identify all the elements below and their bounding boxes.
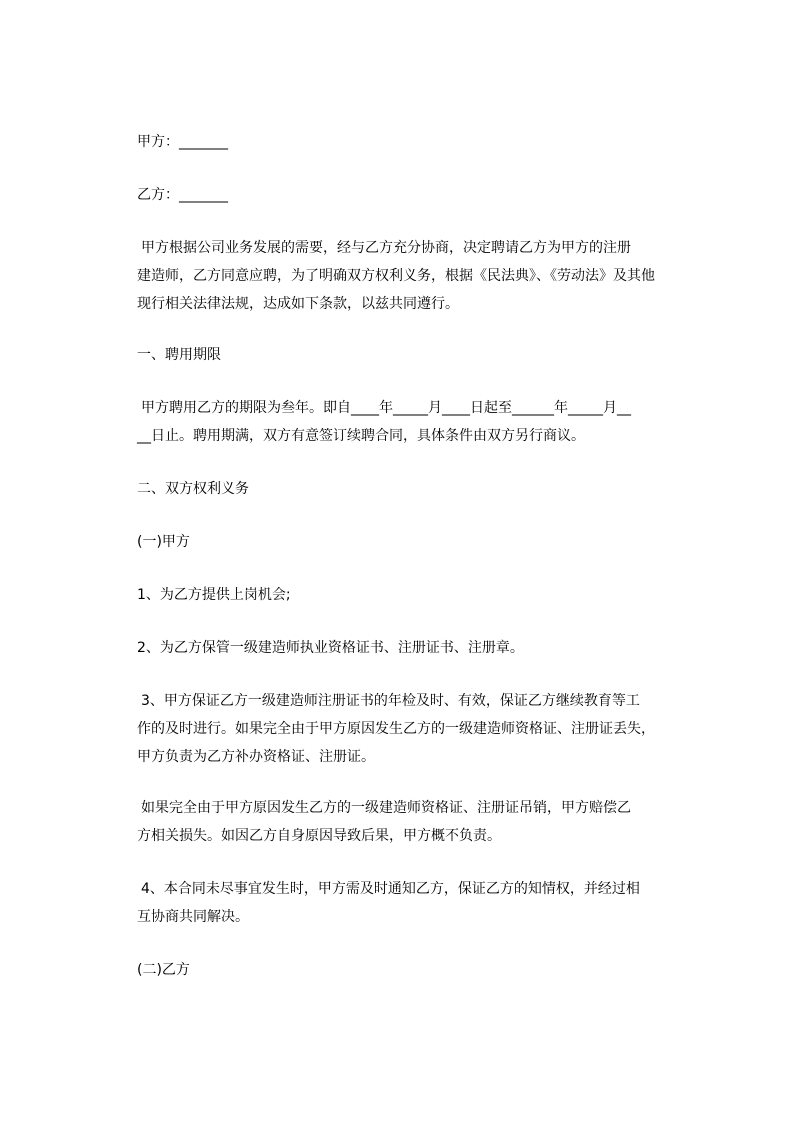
clause-3-line: 作的及时进行。如果完全由于甲方原因发生乙方的一级建造师资格证、注册证丢失，: [137, 721, 655, 737]
party-a-line: 甲方：_______: [137, 134, 228, 150]
clause-3-line: 甲方负责为乙方补办资格证、注册证。: [137, 749, 375, 765]
section-1-heading: 一、聘用期限: [137, 347, 221, 363]
preamble-line: 现行相关法律法规，达成如下条款，以兹共同遵行。: [137, 296, 459, 312]
preamble-line: 建造师，乙方同意应聘，为了明确双方权利义务，根据《民法典》、《劳动法》及其他: [137, 268, 655, 284]
party-b-line: 乙方：_______: [137, 187, 228, 203]
clause-1: 1、为乙方提供上岗机会;: [137, 587, 291, 603]
clause-3-line: 3、甲方保证乙方一级建造师注册证书的年检及时、有效，保证乙方继续教育等工: [141, 693, 640, 709]
section-1-body-line: __日止。聘用期满，双方有意签订续聘合同，具体条件由双方另行商议。: [137, 428, 585, 444]
clause-3-continuation-line: 如果完全由于甲方原因发生乙方的一级建造师资格证、注册证吊销，甲方赔偿乙: [141, 800, 631, 816]
section-2-heading: 二、双方权利义务: [137, 481, 249, 497]
party-b-subheading: (二)乙方: [137, 962, 190, 978]
clause-4-line: 互协商共同解决。: [137, 909, 249, 925]
clause-4-line: 4、本合同未尽事宜发生时，甲方需及时通知乙方，保证乙方的知情权，并经过相: [141, 881, 640, 897]
section-1-body-line: 甲方聘用乙方的期限为叁年。即自____年_____月____日起至______年_____月__: [141, 400, 631, 416]
party-a-subheading: (一)甲方: [137, 534, 190, 550]
preamble-line: 甲方根据公司业务发展的需要，经与乙方充分协商，决定聘请乙方为甲方的注册: [141, 240, 631, 256]
clause-3-continuation-line: 方相关损失。如因乙方自身原因导致后果，甲方概不负责。: [137, 828, 501, 844]
clause-2: 2、为乙方保管一级建造师执业资格证书、注册证书、注册章。: [137, 640, 524, 656]
